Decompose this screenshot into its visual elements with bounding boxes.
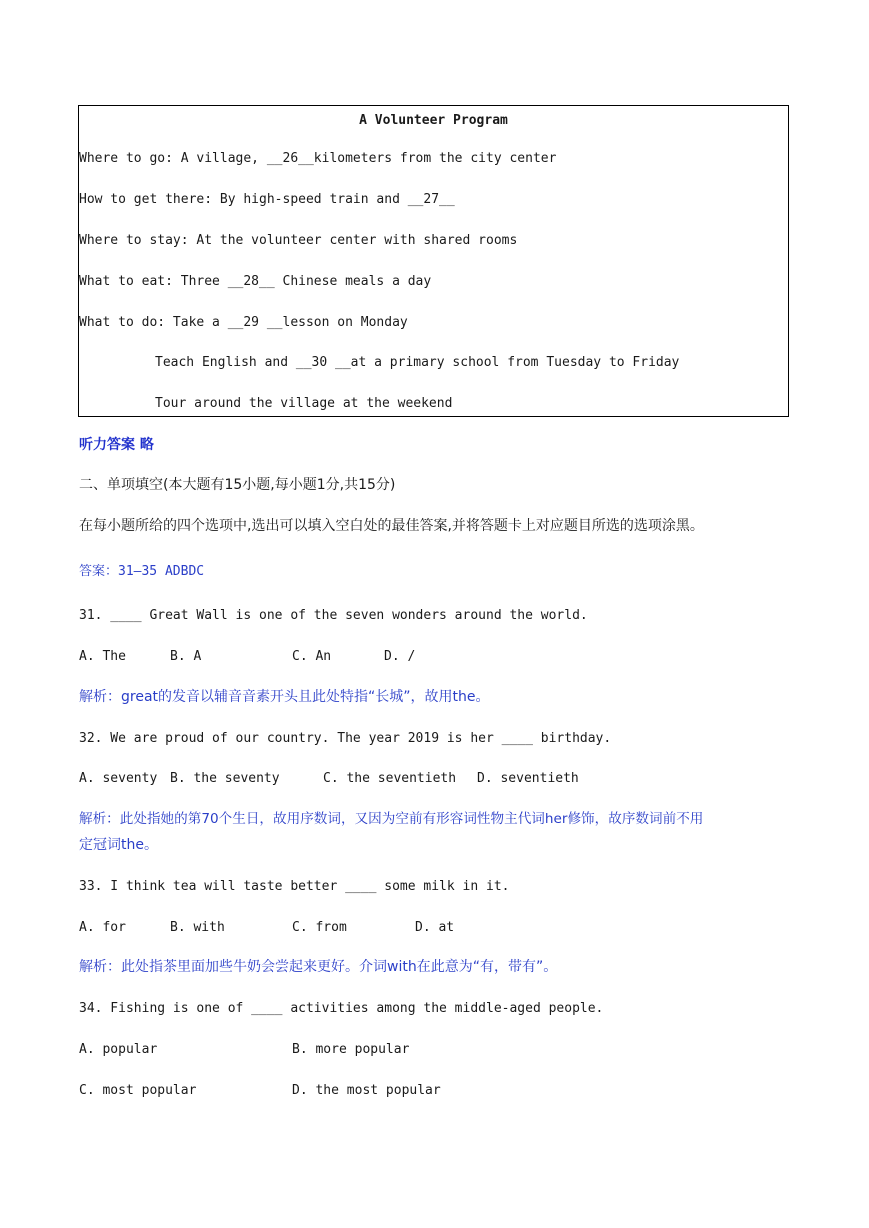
box-title: A Volunteer Program: [359, 113, 508, 128]
q34-option-a: A. popular: [79, 1042, 158, 1057]
box-line-tour: Tour around the village at the weekend: [155, 396, 453, 411]
q34-option-d: D. the most popular: [292, 1083, 441, 1098]
question-34-stem: 34. Fishing is one of ____ activities among the middle-aged people.: [79, 1001, 604, 1016]
q31-option-b: B. A: [170, 649, 202, 664]
answer-key: 答案：31—35 ADBDC: [79, 564, 205, 579]
box-line-what-to-eat: What to eat: Three __28__ Chinese meals a day: [79, 274, 432, 289]
box-line-what-to-do: What to do: Take a __29 __lesson on Monday: [79, 315, 408, 330]
box-line-where-to-stay: Where to stay: At the volunteer center with shared rooms: [79, 233, 518, 248]
box-line-where-to-go: Where to go: A village, __26__kilometers from the city center: [79, 151, 557, 166]
q31-option-a: A. The: [79, 649, 126, 664]
q31-analysis: 解析：great的发音以辅音音素开头且此处特指“长城”，故用the。: [79, 689, 490, 705]
q32-analysis-line1: 解析：此处指她的第70个生日，故用序数词，又因为空前有形容词性物主代词her修饰，故序数词前不用: [79, 811, 704, 827]
section-instruction: 在每小题所给的四个选项中,选出可以填入空白处的最佳答案,并将答题卡上对应题目所选的选项涂黑。: [79, 518, 704, 534]
q32-option-c: C. the seventieth: [323, 771, 457, 786]
q33-option-b: B. with: [170, 920, 225, 935]
box-line-how-to-get: How to get there: By high-speed train and __27__: [79, 192, 455, 207]
q33-option-c: C. from: [292, 920, 347, 935]
q32-option-a: A. seventy: [79, 771, 158, 786]
listening-answer: 听力答案 略: [79, 437, 154, 453]
section-title: 二、单项填空(本大题有15小题,每小题1分,共15分): [79, 477, 396, 493]
q33-option-d: D. at: [415, 920, 455, 935]
q33-analysis: 解析：此处指茶里面加些牛奶会尝起来更好。介词with在此意为“有，带有”。: [79, 959, 558, 975]
q32-option-d: D. seventieth: [477, 771, 579, 786]
q31-option-d: D. /: [384, 649, 416, 664]
q33-option-a: A. for: [79, 920, 126, 935]
question-33-stem: 33. I think tea will taste better ____ some milk in it.: [79, 879, 510, 894]
q34-option-b: B. more popular: [292, 1042, 410, 1057]
q32-analysis-line2: 定冠词the。: [79, 837, 158, 853]
q31-option-c: C. An: [292, 649, 332, 664]
q34-option-c: C. most popular: [79, 1083, 197, 1098]
box-line-teach-english: Teach English and __30 __at a primary school from Tuesday to Friday: [155, 355, 680, 370]
question-32-stem: 32. We are proud of our country. The year 2019 is her ____ birthday.: [79, 731, 612, 746]
question-31-stem: 31. ____ Great Wall is one of the seven wonders around the world.: [79, 608, 588, 623]
q32-option-b: B. the seventy: [170, 771, 280, 786]
